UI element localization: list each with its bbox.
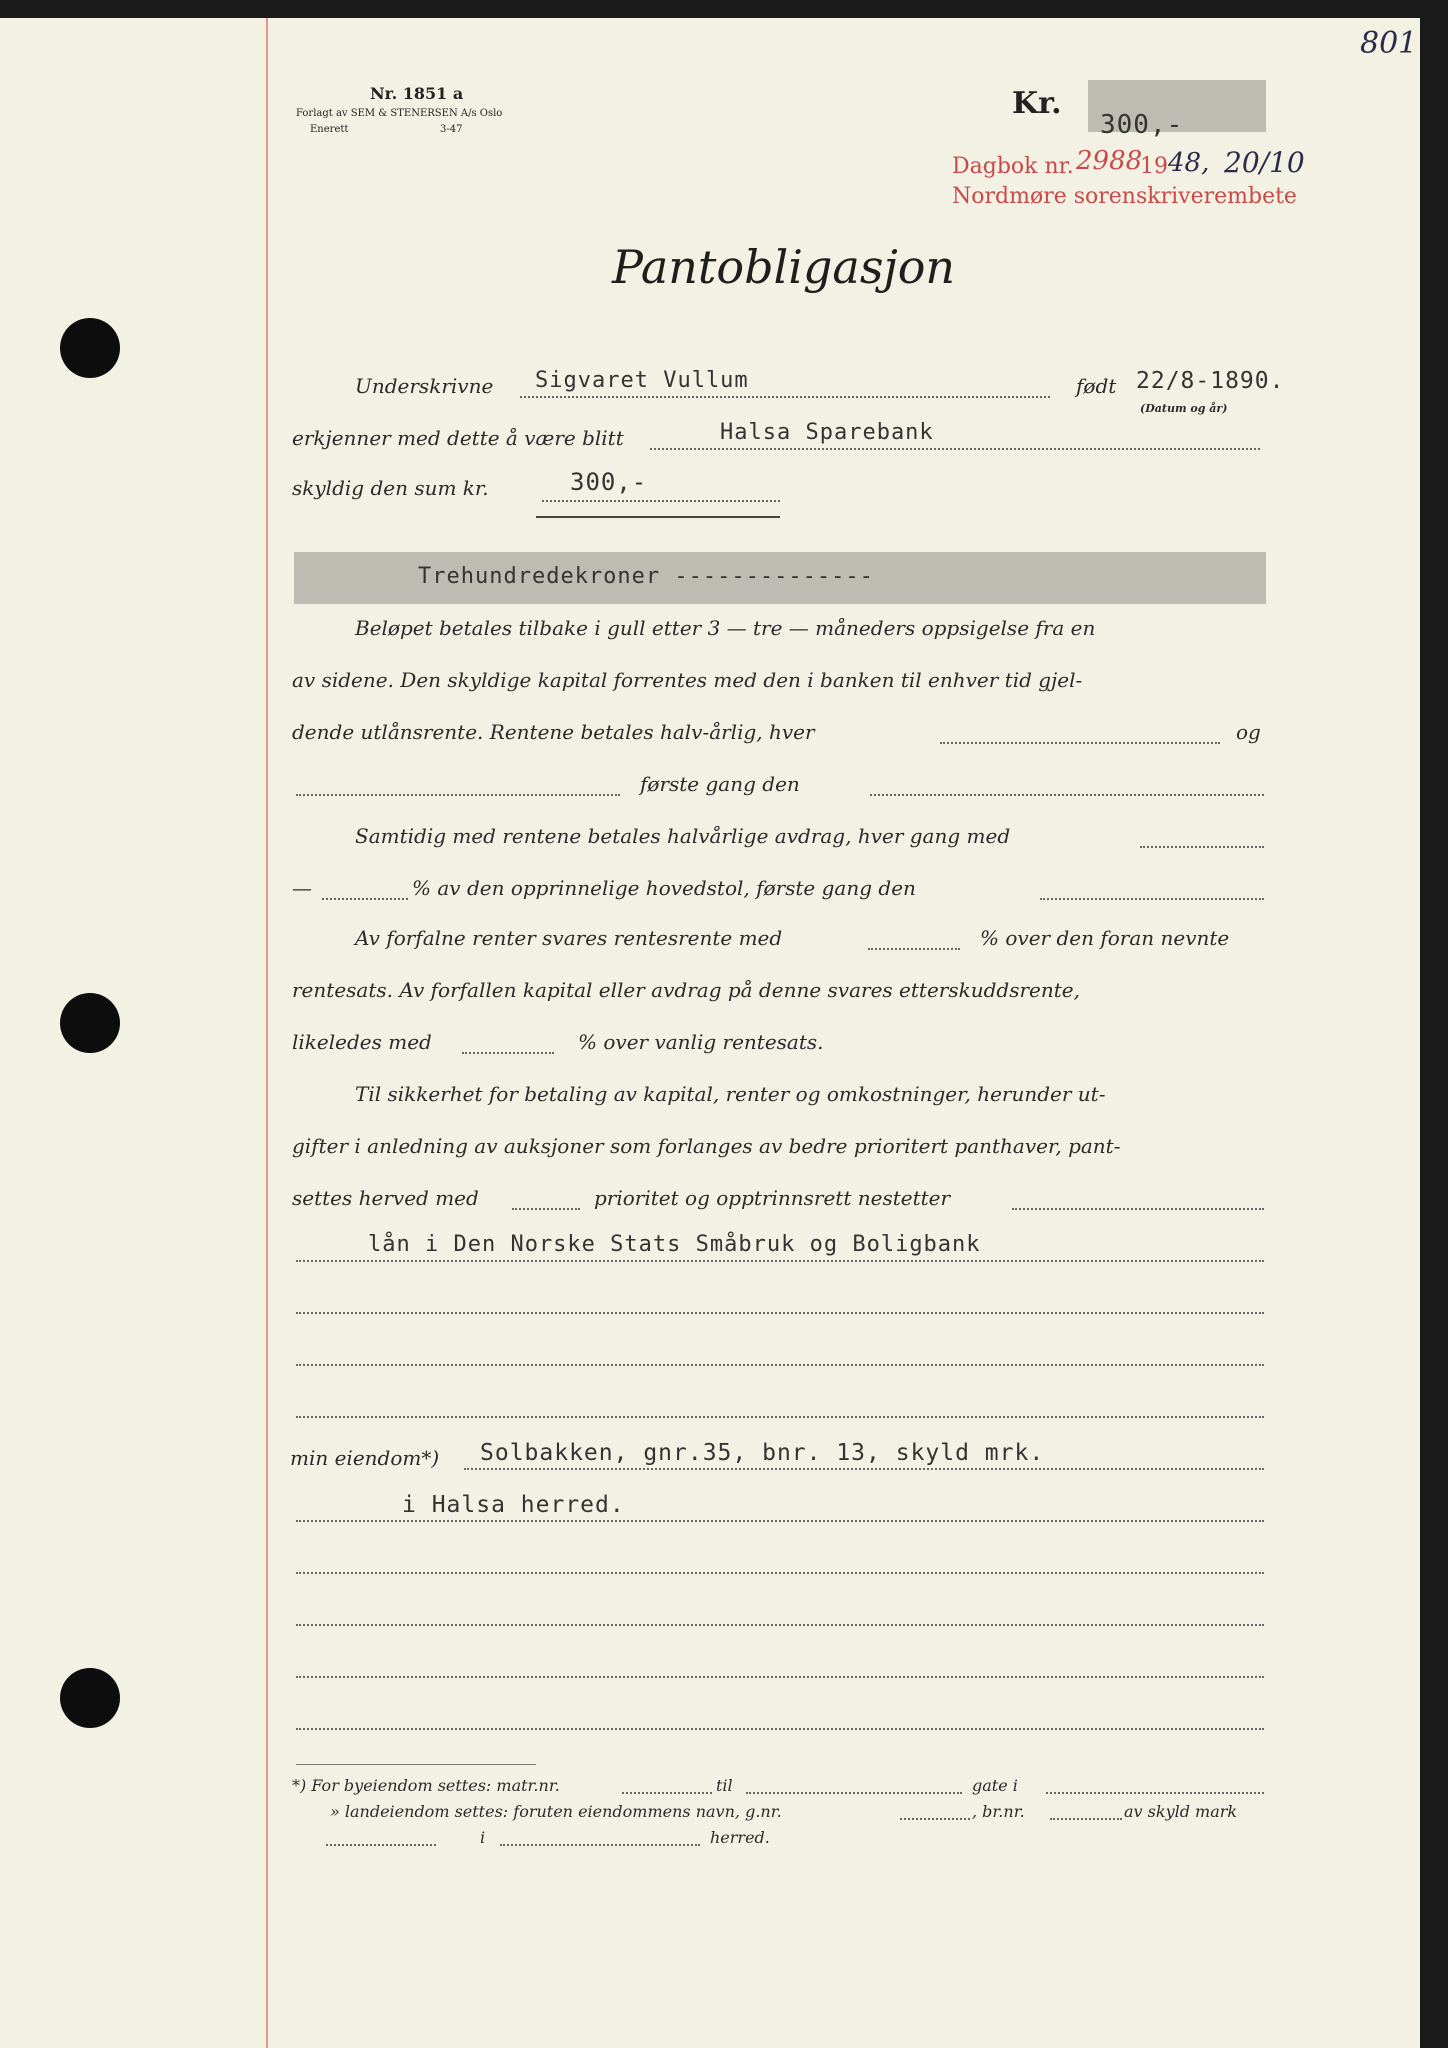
- blank-line: [296, 1312, 1264, 1314]
- property-label: min eiendom*): [290, 1446, 440, 1470]
- security-priority: prioritet og opptrinnsrett nestetter: [594, 1186, 951, 1210]
- footnote-matr-line: [622, 1792, 712, 1794]
- creditor-value: Halsa Sparebank: [720, 420, 934, 445]
- punch-hole: [60, 1668, 120, 1728]
- installment-line: [1140, 846, 1264, 848]
- percent-line: [322, 898, 408, 900]
- undersigned-label: Underskrivne: [355, 374, 494, 398]
- terms-over-usual: % over vanlig rentesats.: [578, 1030, 824, 1054]
- document-page: [0, 18, 1420, 2048]
- footnote-separator: [296, 1764, 536, 1765]
- form-publisher: Forlagt av SEM & STENERSEN A/s Oslo: [296, 108, 503, 119]
- terms-line-1: Beløpet betales tilbake i gull etter 3 — tre — måneders oppsigelse fra en: [355, 616, 1096, 640]
- footnote-til: til: [716, 1776, 733, 1795]
- terms-line-installments: Samtidig med rentene betales halvårlige avdrag, hver gang med: [355, 824, 1011, 848]
- margin-rule: [266, 18, 268, 2048]
- born-label: født: [1076, 374, 1117, 398]
- document-title: Pantobligasjon: [612, 240, 956, 294]
- property-line-2: [296, 1520, 1264, 1522]
- sum-line: [542, 500, 780, 502]
- sum-underline: [536, 516, 780, 518]
- form-number: Nr. 1851 a: [370, 84, 464, 103]
- compound-rate-line: [868, 948, 960, 950]
- form-edition: 3-47: [440, 124, 463, 135]
- terms-line-2: av sidene. Den skyldige kapital forrentes med den i banken til enhver tid gjel-: [292, 668, 1083, 692]
- interest-date-line: [940, 742, 1220, 744]
- born-hint: (Datum og år): [1140, 402, 1228, 415]
- security-line-1: Til sikkerhet for betaling av kapital, renter og omkostninger, herunder ut-: [355, 1082, 1106, 1106]
- footnote-line2-prefix: » landeiendom settes: foruten eiendommens navn, g.nr.: [330, 1802, 782, 1821]
- sum-value: 300,-: [570, 468, 648, 496]
- sum-words: Trehundredekroner --------------: [418, 564, 874, 589]
- priority-value: lån i Den Norske Stats Småbruk og Boligbank: [368, 1232, 981, 1257]
- footnote-skyld: av skyld mark: [1124, 1802, 1238, 1821]
- stamp-journal-number: 2988: [1076, 146, 1143, 176]
- form-rights: Enerett: [310, 124, 349, 135]
- footnote-brnr: , br.nr.: [972, 1802, 1025, 1821]
- terms-line-3: dende utlånsrente. Rentene betales halv-årlig, hver: [292, 720, 815, 744]
- footnote-gnr-line: [900, 1818, 970, 1820]
- footnote-herred: herred.: [710, 1828, 770, 1847]
- terms-line-overdue: rentesats. Av forfallen kapital eller avdrag på denne svares etterskuddsrente,: [292, 978, 1080, 1002]
- blank-line: [296, 1624, 1264, 1626]
- security-line-2: gifter i anledning av auksjoner som forlanges av bedre prioritert panthaver, pant-: [292, 1134, 1121, 1158]
- priority-value-line: [296, 1260, 1264, 1262]
- footnote-til-line: [746, 1792, 962, 1794]
- property-value-1: Solbakken, gnr.35, bnr. 13, skyld mrk.: [480, 1440, 1045, 1466]
- terms-first-time: første gang den: [640, 772, 800, 796]
- punch-hole: [60, 993, 120, 1053]
- property-value-2: i Halsa herred.: [402, 1492, 625, 1518]
- terms-percent-principal: % av den opprinnelige hovedstol, første gang den: [412, 876, 916, 900]
- blank-line: [296, 1572, 1264, 1574]
- blank-line: [296, 1676, 1264, 1678]
- interest-date2-line: [296, 794, 620, 796]
- undersigned-line: [520, 396, 1050, 398]
- stamp-year-prefix: 19: [1140, 154, 1168, 179]
- footnote-gate: gate i: [972, 1776, 1018, 1795]
- page-number: 801: [1360, 26, 1418, 61]
- blank-line: [296, 1728, 1264, 1730]
- punch-hole: [60, 318, 120, 378]
- footnote-brnr-line: [1050, 1818, 1122, 1820]
- footnote-line1-prefix: *) For byeiendom settes: matr.nr.: [292, 1776, 560, 1795]
- footnote-gate-line: [1046, 1792, 1264, 1794]
- stamp-office: Nordmøre sorenskriverembete: [952, 184, 1297, 209]
- terms-over-rate: % over den foran nevnte: [980, 926, 1230, 950]
- sum-label: skyldig den sum kr.: [292, 476, 489, 500]
- amount-label: Kr.: [1012, 86, 1062, 121]
- priority-after-line: [1012, 1208, 1264, 1210]
- undersigned-value: Sigvaret Vullum: [535, 368, 749, 393]
- terms-likewise: likeledes med: [292, 1030, 432, 1054]
- creditor-line: [650, 448, 1260, 450]
- footnote-herred-line: [500, 1844, 700, 1846]
- stamp-year: 48,: [1168, 148, 1210, 178]
- stamp-line1-label: Dagbok nr.: [952, 154, 1074, 179]
- stamp-date: 20/10: [1224, 146, 1305, 179]
- property-line-1: [464, 1468, 1264, 1470]
- principal-date-line: [1040, 898, 1264, 900]
- footnote-i: i: [480, 1828, 486, 1847]
- terms-compound: Av forfalne renter svares rentesrente med: [355, 926, 783, 950]
- blank-line: [296, 1416, 1264, 1418]
- creditor-label: erkjenner med dette å være blitt: [292, 426, 624, 450]
- security-line-3: settes herved med: [292, 1186, 479, 1210]
- terms-og: og: [1236, 720, 1261, 744]
- priority-number-line: [512, 1208, 580, 1210]
- footnote-skyld-line: [326, 1844, 436, 1846]
- terms-dash: —: [292, 876, 312, 900]
- born-value: 22/8-1890.: [1136, 368, 1285, 394]
- blank-line: [296, 1364, 1264, 1366]
- first-time-line: [870, 794, 1264, 796]
- amount-value: 300,-: [1100, 110, 1184, 140]
- overdue-rate-line: [462, 1052, 554, 1054]
